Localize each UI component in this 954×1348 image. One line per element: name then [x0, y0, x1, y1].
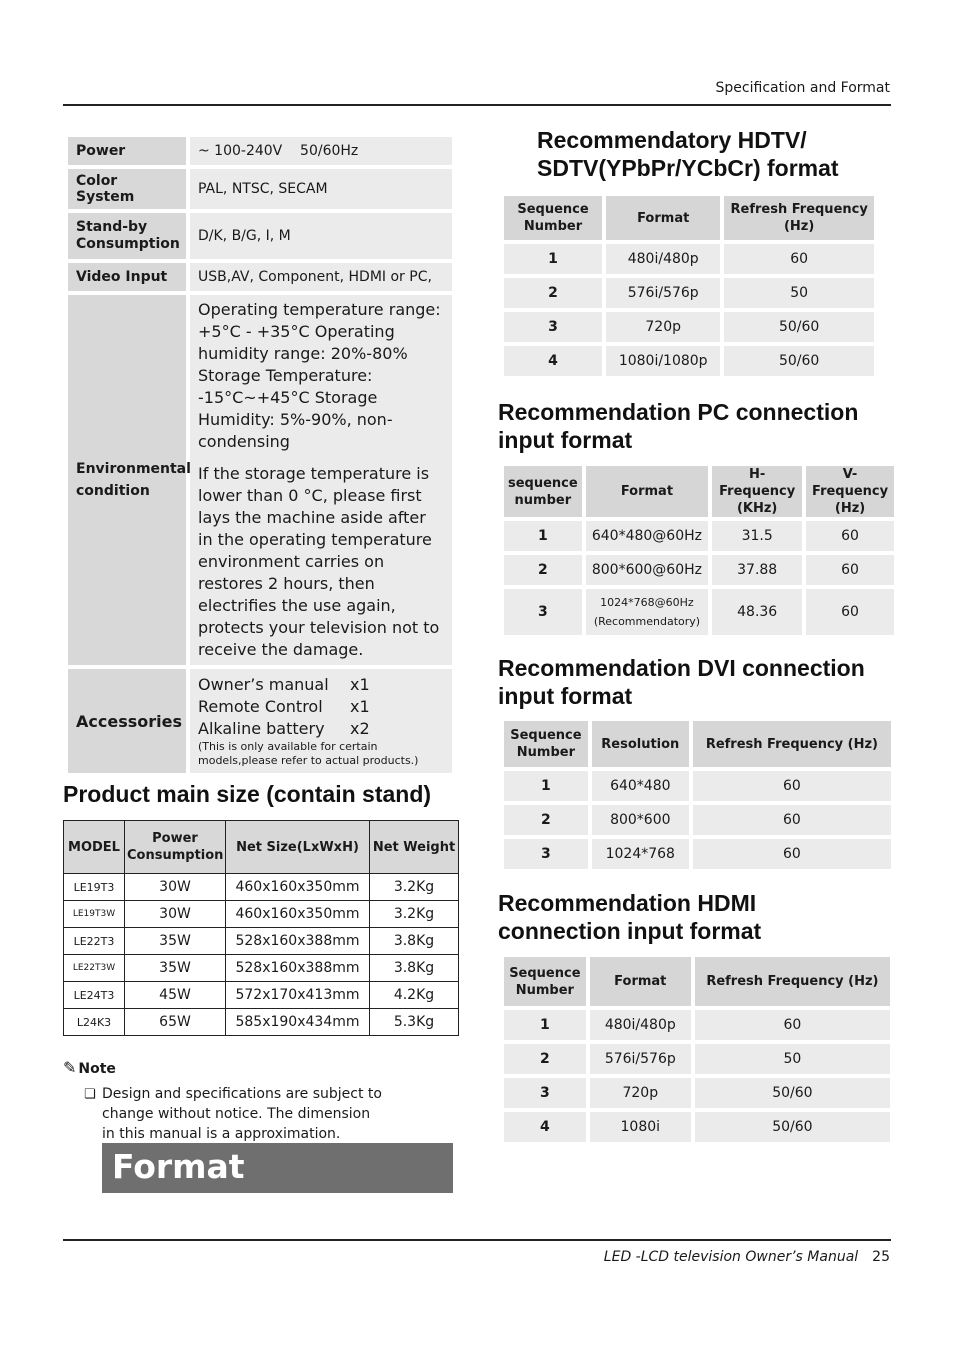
spec-value-power: ~ 100-240V 50/60Hz [190, 137, 452, 165]
format-cell: 480i/480p [606, 244, 720, 274]
footer-manual-title: LED -LCD television Owner’s Manual [603, 1249, 859, 1265]
spec-label-power: Power [68, 137, 186, 165]
weight-cell: 3.8Kg [370, 928, 459, 955]
accessory-qty: x2 [350, 719, 370, 738]
column-header-format: Format [590, 957, 691, 1006]
power-cell: 45W [125, 982, 226, 1009]
accessory-qty: x1 [350, 675, 370, 694]
resolution-cell: 640*480 [592, 771, 689, 801]
size-cell: 460x160x350mm [226, 901, 370, 928]
column-header-format: Format [586, 466, 709, 517]
accessory-item [198, 674, 444, 696]
sequence-cell: 2 [504, 278, 602, 308]
power-cell: 30W [125, 874, 226, 901]
h-frequency-cell: 48.36 [712, 589, 802, 635]
format-cell: 720p [590, 1078, 691, 1108]
h-frequency-cell: 31.5 [712, 521, 802, 551]
model-cell: LE22T3 [64, 928, 125, 955]
product-size-table [63, 820, 459, 1036]
note-title: Note [78, 1061, 116, 1077]
table-row [504, 805, 891, 835]
table-row [504, 244, 874, 274]
model-cell: LE19T3W [64, 901, 125, 928]
format-cell: 1080i [590, 1112, 691, 1142]
table-row [504, 521, 894, 551]
refresh-cell: 50/60 [695, 1078, 890, 1108]
refresh-cell: 50 [695, 1044, 890, 1074]
sequence-cell: 4 [504, 346, 602, 376]
table-row [504, 555, 894, 585]
format-cell: 800*600@60Hz [586, 555, 709, 585]
spec-label-color-system: Color System [68, 169, 186, 209]
hdmi-format-table [500, 953, 894, 1146]
format-cell: 480i/480p [590, 1010, 691, 1040]
column-header-refresh: Refresh Frequency (Hz) [695, 957, 890, 1006]
table-row [504, 839, 891, 869]
format-cell: 1024*768@60Hz (Recommendatory) [586, 589, 709, 635]
sequence-cell: 3 [504, 589, 582, 635]
format-cell: 1080i/1080p [606, 346, 720, 376]
accessories-availability-note: (This is only available for certain models,please refer to actual products.) [198, 740, 419, 767]
refresh-cell: 60 [693, 839, 891, 869]
model-cell: LE19T3 [64, 874, 125, 901]
spec-value-standby: D/K, B/G, I, M [190, 213, 452, 259]
power-cell: 65W [125, 1009, 226, 1036]
sequence-cell: 4 [504, 1112, 586, 1142]
storage-warning-text: If the storage temperature is lower than 0 °C, please first lays the machine aside after in the operating temperature environment carries on restores 2 hours, then electrifies the use again, protects your television not to receive the damage. [198, 464, 440, 659]
format-cell: 640*480@60Hz [586, 521, 709, 551]
size-cell: 572x170x413mm [226, 982, 370, 1009]
table-row [504, 771, 891, 801]
weight-cell: 5.3Kg [370, 1009, 459, 1036]
spec-value-accessories [190, 669, 452, 773]
format-banner-title: Format [112, 1147, 245, 1186]
column-header-power-consumption: Power Consumption [125, 821, 226, 874]
format-cell: 576i/576p [590, 1044, 691, 1074]
table-row [64, 901, 459, 928]
dvi-format-table [500, 717, 895, 873]
refresh-cell: 60 [695, 1010, 890, 1040]
refresh-cell: 60 [693, 771, 891, 801]
power-cell: 35W [125, 955, 226, 982]
accessory-name: Alkaline battery [198, 719, 325, 738]
note-heading [63, 1058, 116, 1077]
pencil-icon: ✎ [63, 1058, 77, 1077]
specification-table [64, 133, 456, 777]
accessory-name: Remote Control [198, 697, 323, 716]
spec-label-environmental: Environmental condition [68, 295, 186, 665]
refresh-cell: 60 [693, 805, 891, 835]
page-footer [604, 1249, 890, 1265]
product-size-heading: Product main size (contain stand) [63, 781, 432, 807]
column-header-resolution: Resolution [592, 721, 689, 767]
hdmi-format-heading: Recommendation HDMI connection input format [498, 890, 762, 944]
sequence-cell: 1 [504, 771, 588, 801]
sequence-cell: 3 [504, 839, 588, 869]
sequence-cell: 3 [504, 312, 602, 342]
power-cell: 35W [125, 928, 226, 955]
weight-cell: 4.2Kg [370, 982, 459, 1009]
weight-cell: 3.8Kg [370, 955, 459, 982]
column-header-net-weight: Net Weight [370, 821, 459, 874]
column-header-sequence: sequence number [504, 466, 582, 517]
environmental-conditions-text: Operating temperature range: +5°C - +35°C Operating humidity range: 20%-80% Storage Temperature: -15°C~+45°C Storage Humidity: 5%-90%, non-condensing [198, 300, 441, 451]
column-header-sequence: Sequence Number [504, 957, 586, 1006]
v-frequency-cell: 60 [806, 589, 894, 635]
dvi-format-heading: Recommendation DVI connection input format [498, 655, 865, 709]
refresh-cell: 50/60 [724, 346, 874, 376]
size-cell: 585x190x434mm [226, 1009, 370, 1036]
column-header-refresh: Refresh Frequency (Hz) [724, 196, 874, 240]
table-row [504, 1010, 890, 1040]
h-frequency-cell: 37.88 [712, 555, 802, 585]
column-header-format: Format [606, 196, 720, 240]
hdtv-heading-line2: SDTV(YPbPr/YCbCr) format [537, 155, 839, 181]
spec-value-color-system: PAL, NTSC, SECAM [190, 169, 452, 209]
refresh-cell: 50 [724, 278, 874, 308]
hdtv-heading-line1: Recommendatory HDTV/ [537, 127, 807, 153]
checkbox-bullet-icon: ❏ [84, 1087, 96, 1102]
v-frequency-cell: 60 [806, 555, 894, 585]
footer-divider [63, 1239, 891, 1241]
table-row [64, 955, 459, 982]
size-cell: 460x160x350mm [226, 874, 370, 901]
column-header-v-frequency: V-Frequency (Hz) [806, 466, 894, 517]
table-row [504, 312, 874, 342]
accessory-item [198, 696, 444, 718]
refresh-cell: 60 [724, 244, 874, 274]
table-row [504, 589, 894, 635]
resolution-cell: 1024*768 [592, 839, 689, 869]
format-cell: 720p [606, 312, 720, 342]
note-text: Design and specifications are subject to change without notice. The dimension in this manual is a approximation. [102, 1086, 382, 1142]
sequence-cell: 2 [504, 555, 582, 585]
table-row [64, 1009, 459, 1036]
accessory-name: Owner’s manual [198, 675, 329, 694]
column-header-model: MODEL [64, 821, 125, 874]
sequence-cell: 1 [504, 1010, 586, 1040]
accessory-qty: x1 [350, 697, 370, 716]
refresh-cell: 50/60 [695, 1112, 890, 1142]
resolution-cell: 800*600 [592, 805, 689, 835]
weight-cell: 3.2Kg [370, 874, 459, 901]
sequence-cell: 3 [504, 1078, 586, 1108]
refresh-cell: 50/60 [724, 312, 874, 342]
format-banner [102, 1143, 453, 1193]
spec-label-standby: Stand-by Consumption [68, 213, 186, 259]
v-frequency-cell: 60 [806, 521, 894, 551]
pc-format-table [500, 462, 898, 639]
spec-label-accessories: Accessories [68, 669, 186, 773]
table-row [64, 874, 459, 901]
pc-format-heading: Recommendation PC connection input format [498, 399, 859, 453]
column-header-net-size: Net Size(LxWxH) [226, 821, 370, 874]
sequence-cell: 1 [504, 521, 582, 551]
spec-label-video-input: Video Input [68, 263, 186, 291]
table-row [504, 346, 874, 376]
size-cell: 528x160x388mm [226, 928, 370, 955]
note-body [84, 1084, 384, 1144]
table-row [64, 982, 459, 1009]
table-row [504, 278, 874, 308]
page-header-title: Specification and Format [715, 80, 890, 96]
size-cell: 528x160x388mm [226, 955, 370, 982]
table-row [504, 1044, 890, 1074]
header-divider [63, 104, 891, 106]
spec-value-environmental [190, 295, 452, 665]
page-number: 25 [872, 1249, 890, 1265]
accessory-item [198, 718, 444, 740]
model-cell: LE24T3 [64, 982, 125, 1009]
model-cell: LE22T3W [64, 955, 125, 982]
table-row [504, 1078, 890, 1108]
hdtv-format-table [500, 192, 878, 380]
format-cell: 576i/576p [606, 278, 720, 308]
table-row [64, 928, 459, 955]
hdtv-format-heading [537, 126, 839, 182]
sequence-cell: 1 [504, 244, 602, 274]
power-cell: 30W [125, 901, 226, 928]
spec-value-video-input: USB,AV, Component, HDMI or PC, [190, 263, 452, 291]
column-header-sequence: Sequence Number [504, 721, 588, 767]
sequence-cell: 2 [504, 805, 588, 835]
weight-cell: 3.2Kg [370, 901, 459, 928]
model-cell: L24K3 [64, 1009, 125, 1036]
column-header-refresh: Refresh Frequency (Hz) [693, 721, 891, 767]
column-header-sequence: Sequence Number [504, 196, 602, 240]
table-row [504, 1112, 890, 1142]
sequence-cell: 2 [504, 1044, 586, 1074]
column-header-h-frequency: H-Frequency (KHz) [712, 466, 802, 517]
